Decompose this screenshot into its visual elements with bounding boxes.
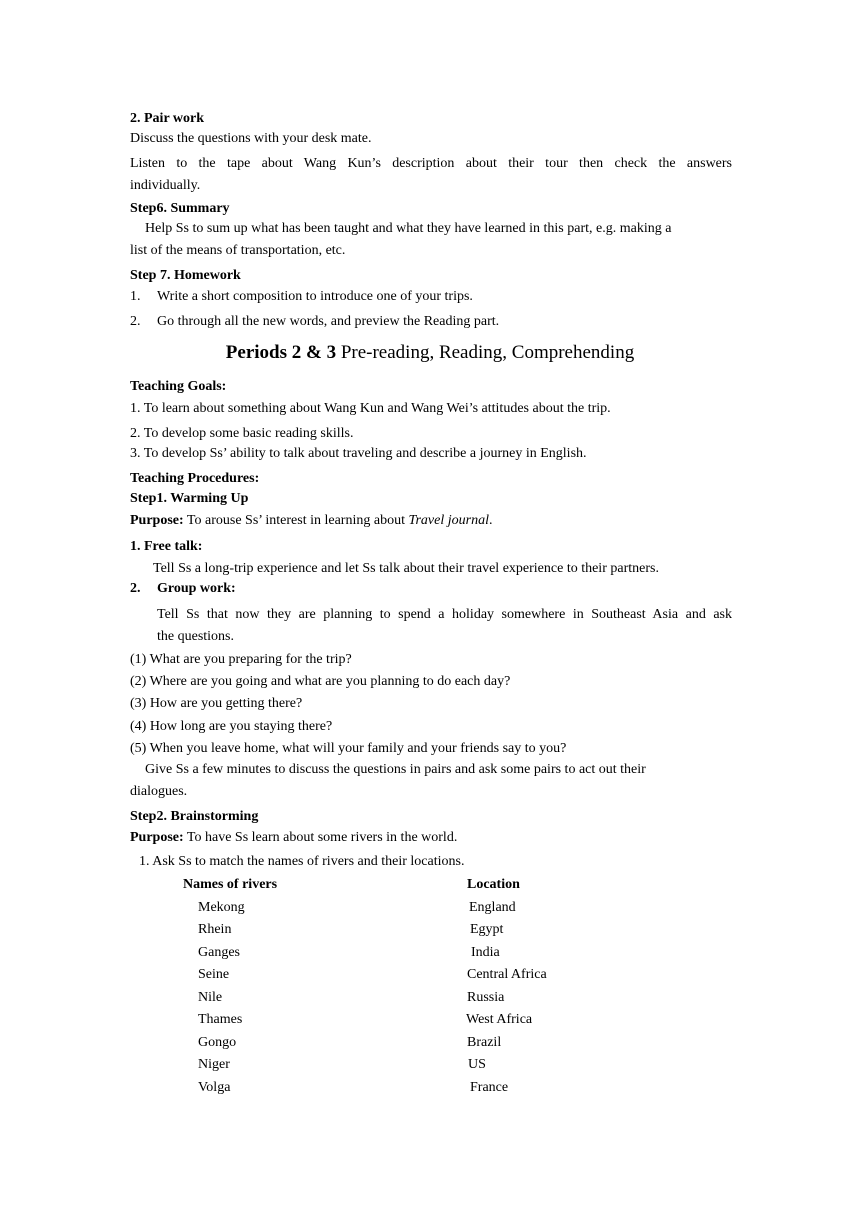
river-name: Rhein bbox=[198, 922, 232, 937]
question-item: (2) Where are you going and what are you planning to do each day? bbox=[130, 674, 511, 689]
purpose-italic: Travel journal bbox=[408, 513, 489, 528]
question-item: (1) What are you preparing for the trip? bbox=[130, 652, 352, 667]
free-talk-text: Tell Ss a long-trip experience and let Ss talk about their travel experience to their partners. bbox=[153, 561, 659, 576]
question-item: (3) How are you getting there? bbox=[130, 696, 303, 711]
location-name: Central Africa bbox=[467, 967, 547, 982]
goal-item: 1. To learn about something about Wang Kun and Wang Wei’s attitudes about the trip. bbox=[130, 401, 611, 416]
purpose-end: . bbox=[488, 513, 493, 528]
river-name: Mekong bbox=[198, 900, 245, 915]
purpose-text: To arouse Ss’ interest in learning about bbox=[183, 513, 409, 528]
homework-item: Write a short composition to introduce one of your trips. bbox=[157, 289, 473, 304]
step6-heading: Step6. Summary bbox=[130, 201, 230, 216]
step1-purpose bbox=[130, 512, 492, 530]
periods-title bbox=[0, 341, 860, 365]
location-name: Brazil bbox=[467, 1035, 502, 1050]
step7-heading: Step 7. Homework bbox=[130, 268, 241, 283]
step6-line: Help Ss to sum up what has been taught and what they have learned in this part, e.g. making a bbox=[145, 221, 672, 236]
periods-title-rest: Pre-reading, Reading, Comprehending bbox=[336, 342, 635, 363]
purpose-label: Purpose: bbox=[130, 513, 184, 528]
step1-heading: Step1. Warming Up bbox=[130, 491, 249, 506]
location-name: England bbox=[469, 900, 516, 915]
question-item: (4) How long are you staying there? bbox=[130, 719, 333, 734]
step2-purpose bbox=[130, 829, 457, 847]
river-name: Gongo bbox=[198, 1035, 237, 1050]
river-name: Thames bbox=[198, 1012, 243, 1027]
group-work-after: dialogues. bbox=[130, 784, 188, 799]
pair-work-heading: 2. Pair work bbox=[130, 111, 205, 126]
group-work-heading: Group work: bbox=[157, 581, 236, 596]
goal-item: 3. To develop Ss’ ability to talk about traveling and describe a journey in English. bbox=[130, 446, 587, 461]
location-name: Egypt bbox=[470, 922, 504, 937]
location-name: US bbox=[468, 1057, 486, 1072]
pair-work-line: Discuss the questions with your desk mate. bbox=[130, 131, 372, 146]
group-work-after: Give Ss a few minutes to discuss the questions in pairs and ask some pairs to act out their bbox=[145, 762, 646, 777]
river-name: Ganges bbox=[198, 945, 240, 960]
river-name: Nile bbox=[198, 990, 223, 1005]
purpose-text: To have Ss learn about some rivers in the world. bbox=[183, 830, 458, 845]
river-name: Volga bbox=[198, 1080, 231, 1095]
river-name: Seine bbox=[198, 967, 230, 982]
step6-line: list of the means of transportation, etc. bbox=[130, 243, 346, 258]
goals-heading: Teaching Goals: bbox=[130, 379, 227, 394]
homework-item-number: 1. bbox=[130, 289, 141, 304]
group-work-line: the questions. bbox=[157, 629, 234, 644]
group-work-number: 2. bbox=[130, 581, 141, 596]
free-talk-heading: 1. Free talk: bbox=[130, 539, 203, 554]
periods-title-bold: Periods 2 & 3 bbox=[225, 342, 337, 363]
purpose-label: Purpose: bbox=[130, 830, 184, 845]
question-item: (5) When you leave home, what will your family and your friends say to you? bbox=[130, 741, 567, 756]
group-work-line: Tell Ss that now they are planning to spend a holiday somewhere in Southeast Asia and ask bbox=[157, 607, 732, 622]
homework-item-number: 2. bbox=[130, 314, 141, 329]
step2-heading: Step2. Brainstorming bbox=[130, 809, 259, 824]
location-header: Location bbox=[467, 877, 520, 892]
procedures-heading: Teaching Procedures: bbox=[130, 471, 260, 486]
pair-work-line: Listen to the tape about Wang Kun’s description about their tour then check the answers bbox=[130, 156, 732, 171]
pair-work-line: individually. bbox=[130, 178, 201, 193]
location-name: France bbox=[470, 1080, 509, 1095]
location-name: India bbox=[471, 945, 500, 960]
location-name: West Africa bbox=[466, 1012, 533, 1027]
location-name: Russia bbox=[467, 990, 505, 1005]
homework-item: Go through all the new words, and preview the Reading part. bbox=[157, 314, 500, 329]
step2-instruction: 1. Ask Ss to match the names of rivers and their locations. bbox=[139, 854, 465, 869]
goal-item: 2. To develop some basic reading skills. bbox=[130, 426, 354, 441]
river-name: Niger bbox=[198, 1057, 230, 1072]
rivers-header: Names of rivers bbox=[183, 877, 278, 892]
